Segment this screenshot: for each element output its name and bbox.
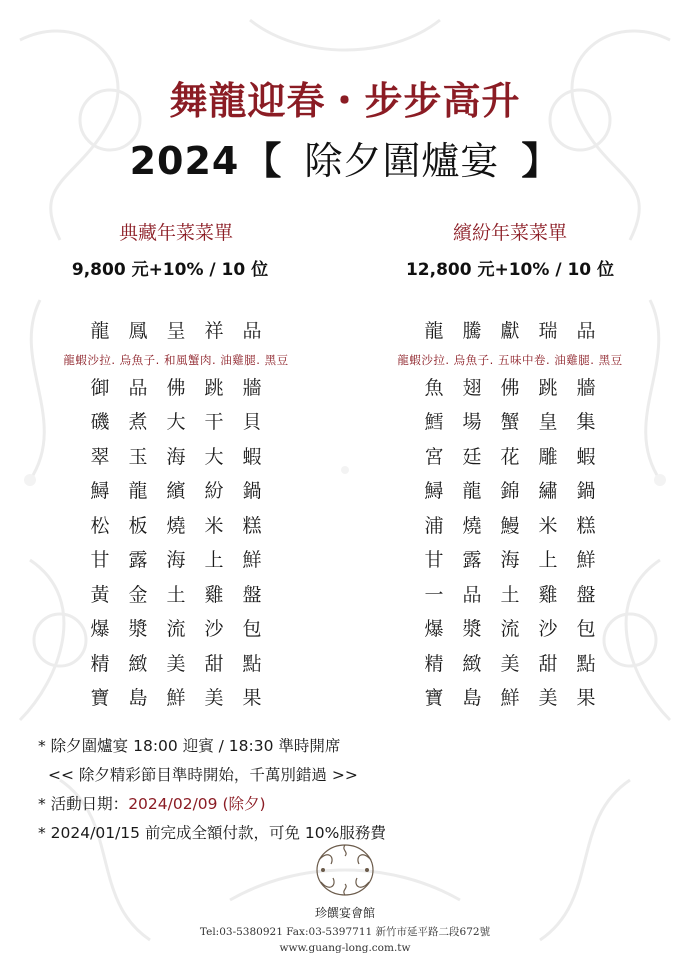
dish-item: 鱘龍繽紛鍋 [90, 480, 281, 502]
dish-item-details: 龍蝦沙拉. 烏魚子. 五味中卷. 油雞腿. 黑豆 [397, 352, 623, 367]
dish-item: 磯煮大干貝 [90, 411, 281, 433]
menu-price: 12,800 元+10% / 10 位 [405, 260, 615, 280]
dish-item: 寶島鮮美果 [90, 687, 281, 709]
note-schedule: * 除夕圍爐宴 18:00 迎賓 / 18:30 準時開席 [38, 737, 341, 755]
event-name: 除夕圍爐宴 [304, 139, 500, 183]
event-notes [38, 732, 658, 848]
headline: 舞龍迎春・步步高升 [169, 79, 521, 123]
event-date: 2024/02/09 (除夕) [128, 795, 266, 813]
note-program: << 除夕精彩節目準時開始，千萬別錯過 >> [48, 766, 358, 784]
menu-column-colorful [350, 218, 670, 709]
dish-item: 御品佛跳牆 [90, 376, 281, 399]
dish-item: 甘露海上鮮 [424, 549, 615, 571]
dish-item: 一品土雞盤 [424, 583, 615, 606]
dish-item: 爆漿流沙包 [90, 618, 281, 640]
menu-column-classic [16, 218, 336, 709]
dish-item: 精緻美甜點 [424, 652, 615, 675]
dish-item: 翠玉海大蝦 [90, 445, 281, 468]
dish-item: 龍鳳呈祥品 [90, 320, 281, 342]
dish-item: 寶島鮮美果 [424, 687, 615, 709]
dish-item: 爆漿流沙包 [424, 618, 615, 640]
note-payment: * 2024/01/15 前完成全額付款，可免 10%服務費 [38, 824, 386, 842]
event-date-label: * 活動日期： [38, 795, 129, 813]
dish-item: 魚翅佛跳牆 [424, 376, 615, 399]
dish-list [350, 314, 670, 716]
dish-item: 浦燒鰻米糕 [424, 514, 615, 537]
menu-price: 9,800 元+10% / 10 位 [71, 260, 269, 280]
dish-item: 甘露海上鮮 [90, 549, 281, 571]
event-year: 2024 [129, 139, 240, 183]
event-title [0, 130, 690, 185]
dish-item: 精緻美甜點 [90, 652, 281, 675]
restaurant-name: 珍饌宴會館 [314, 906, 375, 920]
menu-title: 繽紛年菜菜單 [452, 222, 567, 244]
contact-info: Tel:03-5380921 Fax:03-5397711 新竹市延平路二段672號 [199, 926, 491, 938]
dish-item: 宮廷花雕蝦 [424, 445, 615, 468]
dish-item: 鱘龍錦繡鍋 [424, 480, 615, 502]
website-link[interactable]: www.guang-long.com.tw [279, 942, 411, 954]
dish-list [16, 314, 336, 716]
dish-item: 松板燒米糕 [90, 514, 281, 537]
bracket-open: 【 [243, 139, 283, 183]
bracket-close: 】 [521, 139, 561, 183]
dish-item-details: 龍蝦沙拉. 烏魚子. 和風蟹肉. 油雞腿. 黑豆 [63, 352, 289, 367]
dish-item: 龍騰獻瑞品 [424, 320, 615, 342]
dish-item: 鱈場蟹皇集 [424, 411, 615, 433]
menu-title: 典藏年菜菜單 [118, 222, 233, 244]
note-event-date [38, 790, 658, 819]
dish-item: 黃金土雞盤 [90, 583, 281, 606]
restaurant-logo [313, 842, 377, 898]
